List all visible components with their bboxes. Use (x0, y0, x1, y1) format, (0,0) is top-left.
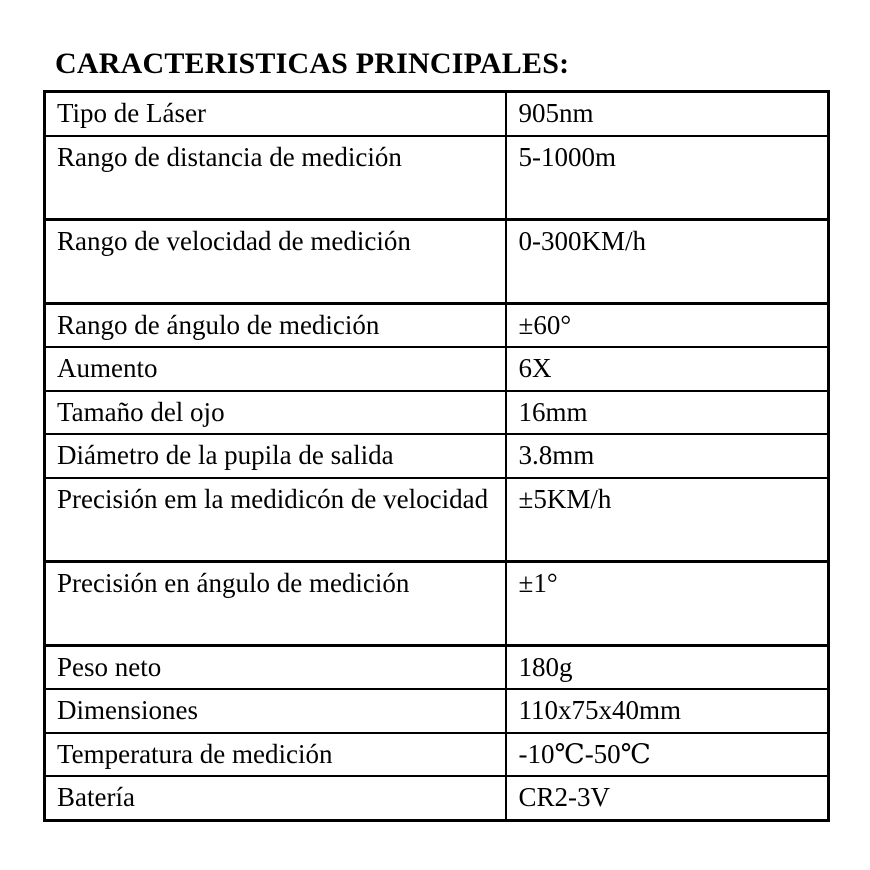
spec-label: Tipo de Láser (57, 98, 206, 128)
spec-label: Temperatura de medición (57, 738, 333, 769)
table-row (45, 645, 829, 689)
table-row (45, 92, 829, 136)
spec-label: Rango de velocidad de medición (57, 225, 411, 256)
table-cell-value (506, 136, 829, 220)
spec-value: 180g (518, 651, 573, 682)
table-cell-value (506, 303, 829, 347)
table-cell-label (45, 434, 506, 478)
table-cell-label (45, 733, 506, 777)
spec-value: ±1° (518, 567, 558, 598)
table-cell-value (506, 391, 829, 435)
table-cell-label (45, 303, 506, 347)
specifications-table (43, 90, 830, 822)
table-cell-value (506, 689, 829, 733)
spec-label: Aumento (57, 353, 158, 384)
table-cell-value (506, 561, 829, 645)
spec-label: Dimensiones (57, 695, 198, 726)
table-row (45, 219, 829, 303)
table-row (45, 689, 829, 733)
table-cell-value (506, 219, 829, 303)
spec-value: 5-1000m (518, 141, 616, 172)
table-cell-label (45, 347, 506, 391)
table-cell-label (45, 776, 506, 820)
spec-value: 110x75x40mm (518, 695, 682, 726)
table-row (45, 136, 829, 220)
table-cell-value (506, 645, 829, 689)
spec-value: CR2-3V (518, 782, 611, 813)
spec-label: Precisión em la medidicón de velocidad (57, 483, 489, 514)
table-cell-label (45, 561, 506, 645)
spec-label: Tamaño del ojo (57, 396, 225, 427)
table-row (45, 776, 829, 820)
spec-label: Rango de ángulo de medición (57, 309, 380, 340)
page-title: CARACTERISTICAS PRINCIPALES: (55, 47, 570, 80)
table-row (45, 478, 829, 562)
table-cell-value (506, 733, 829, 777)
table-cell-label (45, 391, 506, 435)
table-cell-value (506, 478, 829, 562)
table-cell-label (45, 478, 506, 562)
spec-value: 16mm (518, 396, 588, 427)
spec-value: ±60° (518, 309, 572, 340)
spec-value: 0-300KM/h (518, 225, 646, 256)
table-cell-value (506, 92, 829, 136)
table-cell-label (45, 92, 506, 136)
table-cell-value (506, 347, 829, 391)
spec-value: 6X (518, 353, 552, 384)
spec-value: 3.8mm (518, 440, 595, 471)
table-cell-label (45, 219, 506, 303)
table-row (45, 347, 829, 391)
spec-value: 905nm (518, 98, 594, 128)
spec-value: ±5KM/h (518, 483, 612, 514)
specifications-table-body (45, 92, 829, 821)
spec-label: Batería (57, 782, 135, 813)
spec-label: Diámetro de la pupila de salida (57, 440, 394, 471)
spec-label: Rango de distancia de medición (57, 141, 402, 172)
table-row (45, 561, 829, 645)
table-row (45, 434, 829, 478)
table-cell-value (506, 776, 829, 820)
table-cell-label (45, 689, 506, 733)
spec-value: -10℃-50℃ (518, 738, 651, 769)
spec-label: Peso neto (57, 651, 162, 682)
table-cell-value (506, 434, 829, 478)
table-row (45, 391, 829, 435)
table-cell-label (45, 136, 506, 220)
table-row (45, 303, 829, 347)
table-row (45, 733, 829, 777)
table-cell-label (45, 645, 506, 689)
spec-label: Precisión en ángulo de medición (57, 567, 410, 598)
